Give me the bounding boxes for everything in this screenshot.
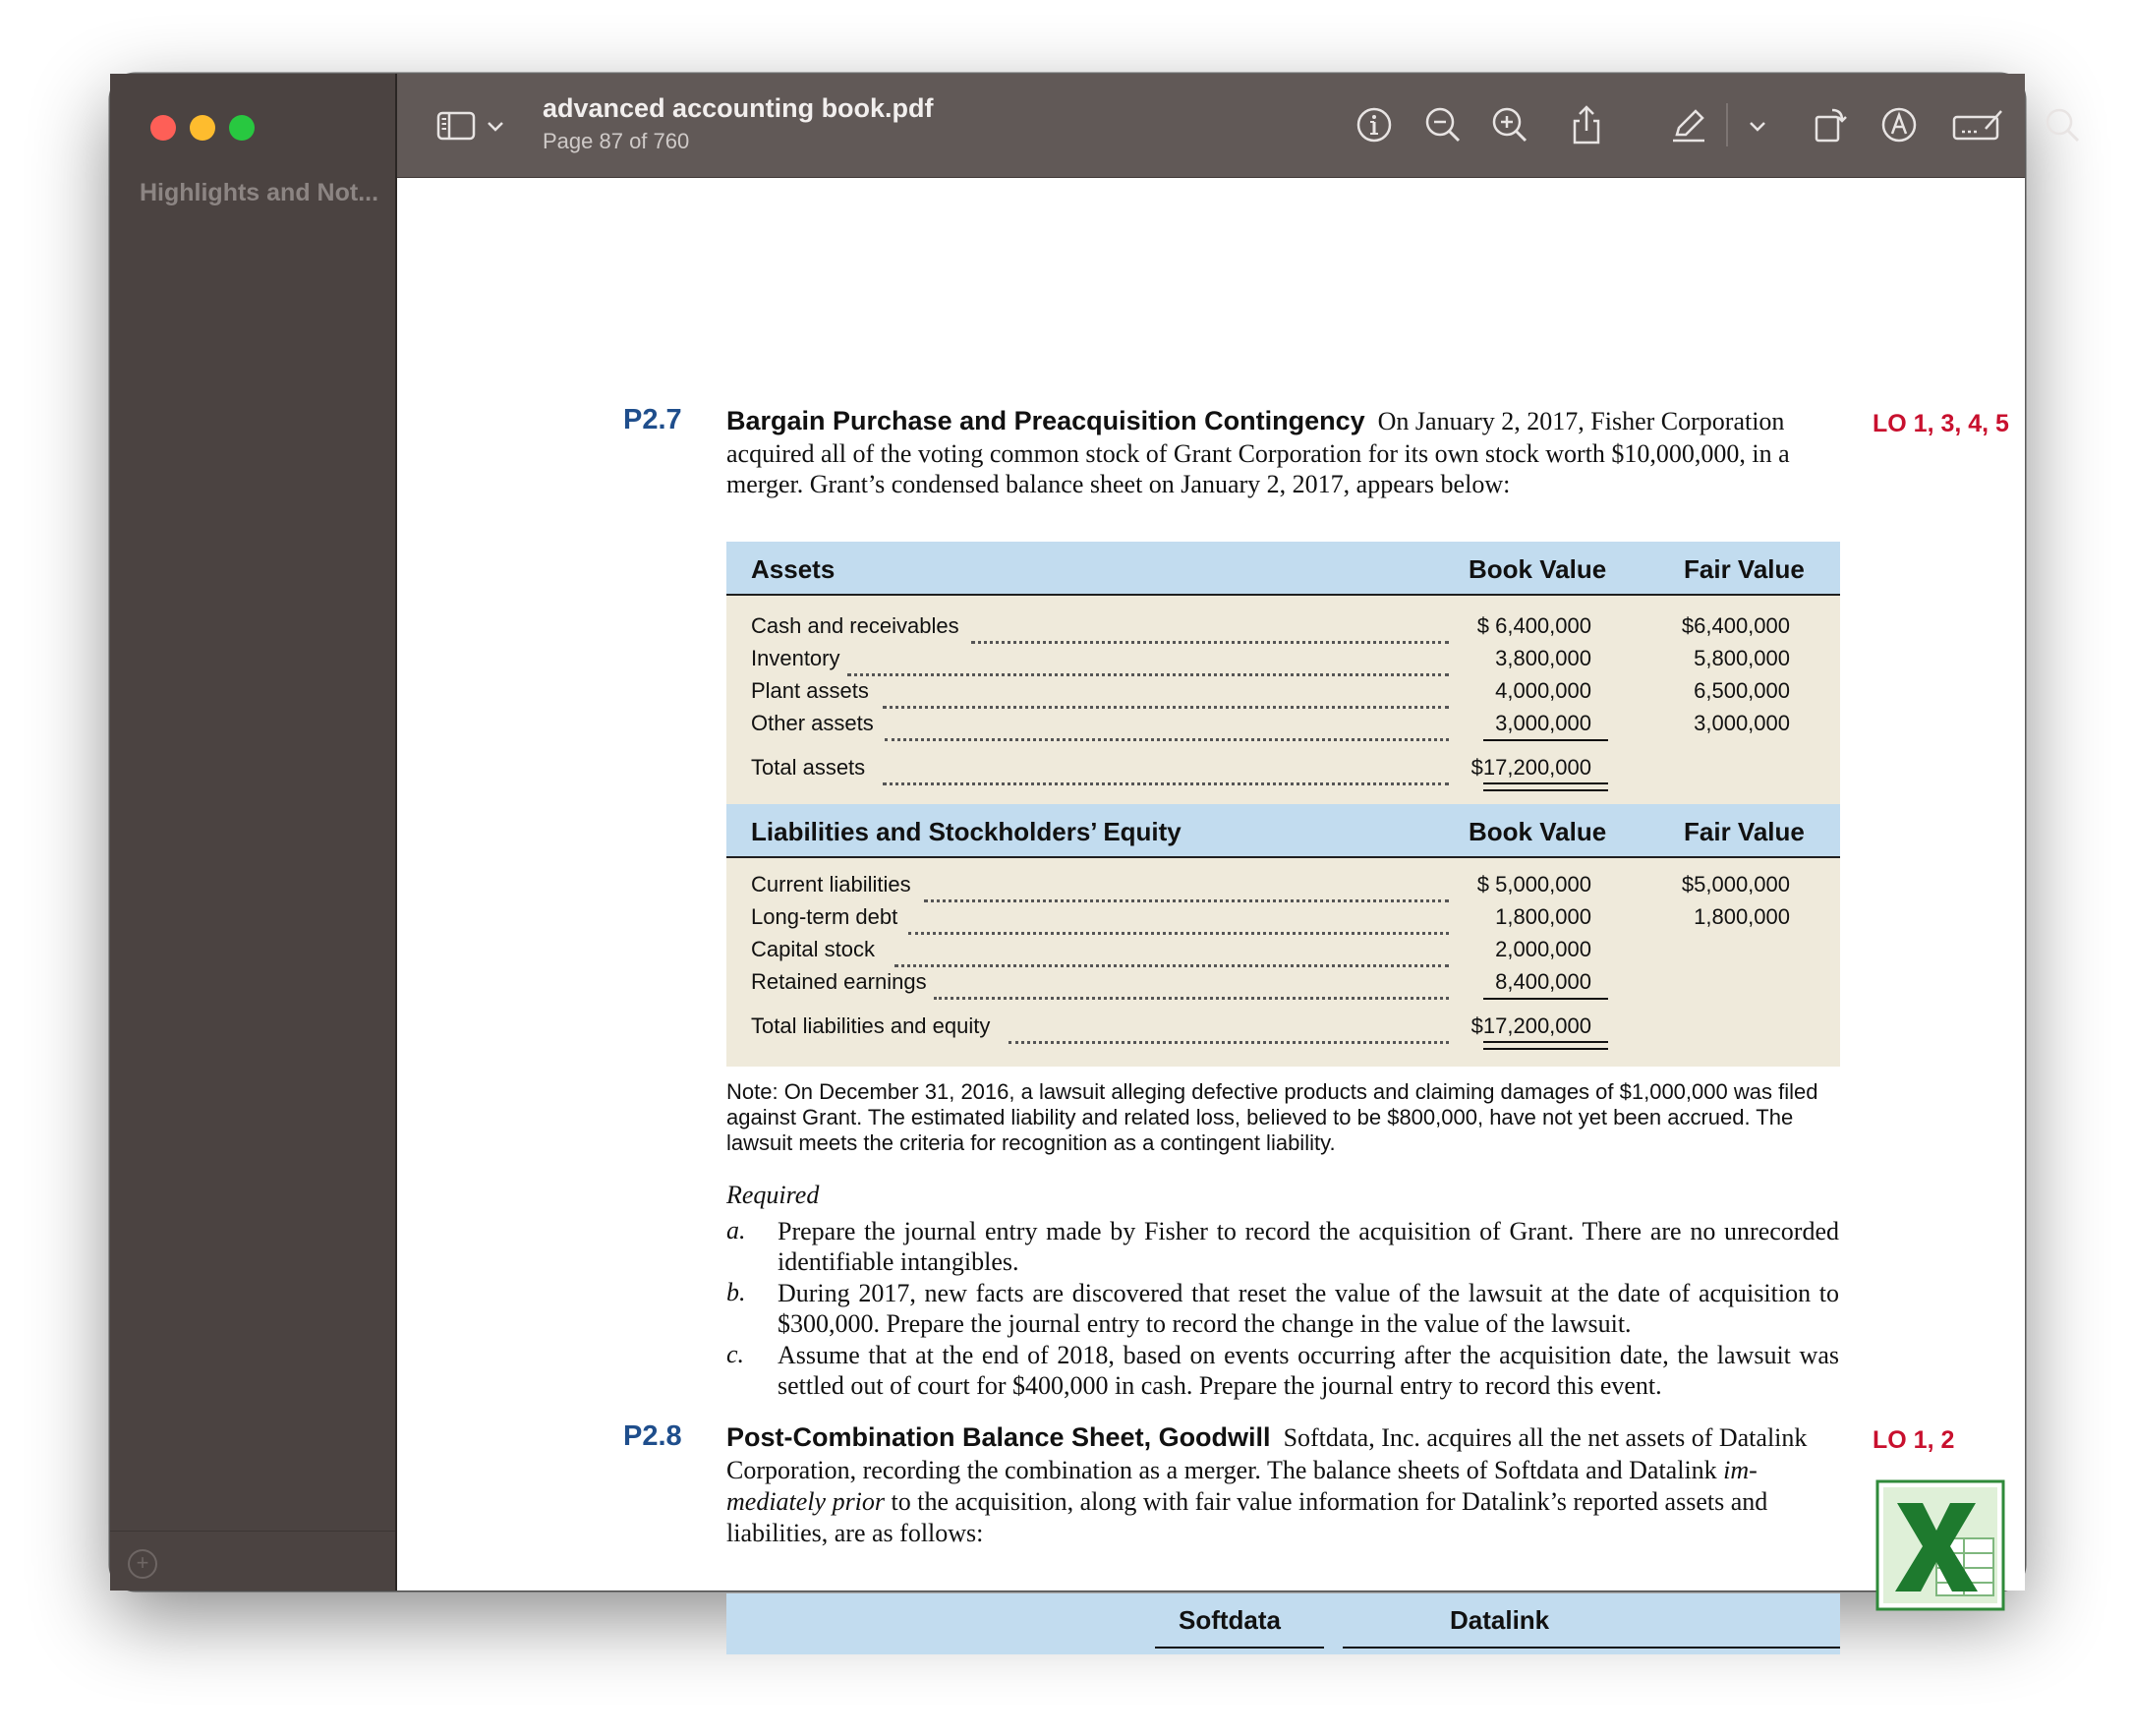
fair-value: 1,800,000 xyxy=(1694,904,1790,929)
sidebar-title: Highlights and Not... xyxy=(140,179,379,206)
intro-italic: im- xyxy=(1723,1456,1758,1484)
sidebar xyxy=(110,74,397,1591)
fair-value: 5,800,000 xyxy=(1694,646,1790,670)
learning-objectives: LO 1, 2 xyxy=(1873,1426,1955,1454)
column-header: Fair Value xyxy=(1684,554,1805,584)
leader-dots xyxy=(883,755,1449,785)
item-text: Assume that at the end of 2018, based on events occurring after the acquisition date, the lawsuit was settled out of court for $400,000 in cash. Prepare the journal entry to record this event. xyxy=(778,1341,1839,1400)
table-row xyxy=(751,711,1832,742)
leader-dots xyxy=(894,937,1449,967)
total-double-underline xyxy=(1483,1041,1608,1050)
intro-line: Softdata, Inc. acquires all the net assets of Datalink xyxy=(1283,1423,1808,1452)
plus-circle-icon[interactable]: + xyxy=(128,1549,157,1579)
markup-icon[interactable] xyxy=(1875,101,1923,148)
excel-spreadsheet-icon[interactable] xyxy=(1875,1479,2005,1611)
intro-line: merger. Grant’s condensed balance sheet on January 2, 2017, appears below: xyxy=(726,470,1511,498)
fair-value: 6,500,000 xyxy=(1694,678,1790,703)
book-value: 3,800,000 xyxy=(1495,646,1591,670)
item-letter: c. xyxy=(726,1340,745,1368)
liabilities-table-header xyxy=(726,804,1840,858)
search-icon[interactable] xyxy=(2039,101,2086,148)
sidebar-footer xyxy=(110,1531,395,1591)
highlight-pen-icon[interactable] xyxy=(1665,101,1712,148)
assets-table-body xyxy=(726,596,1840,804)
book-value: $ 6,400,000 xyxy=(1476,613,1591,638)
document-title: advanced accounting book.pdf xyxy=(543,93,934,123)
intro-line: liabilities, are as follows: xyxy=(726,1519,984,1547)
column-header: Assets xyxy=(751,554,836,584)
column-header: Softdata xyxy=(1179,1605,1281,1635)
intro-italic: mediately prior xyxy=(726,1487,886,1516)
problem-intro xyxy=(726,406,1840,436)
preview-window xyxy=(110,74,2025,1635)
combination-table-header xyxy=(726,1593,1840,1654)
zoom-out-icon[interactable] xyxy=(1419,101,1467,148)
contingency-note: Note: On December 31, 2016, a lawsuit alleging defective products and claiming damages of $1,000,000 was filed against Grant. The estimated liability and related loss, believed to be $800,000, have not yet been accrued. The lawsuit meets the criteria for recognition as a contingent liability. xyxy=(726,1079,1818,1155)
chevron-down-icon[interactable] xyxy=(484,101,507,148)
fair-value: $6,400,000 xyxy=(1681,613,1790,638)
intro-line xyxy=(726,1456,1758,1485)
zoom-button[interactable] xyxy=(229,115,255,141)
subtotal-underline xyxy=(1483,998,1608,1000)
row-label: Long-term debt xyxy=(751,904,898,929)
fair-value: $5,000,000 xyxy=(1681,872,1790,897)
row-label: Total assets xyxy=(751,755,866,780)
table-row xyxy=(751,904,1832,936)
book-value: 3,000,000 xyxy=(1495,711,1591,735)
problem-number: P2.8 xyxy=(623,1420,682,1452)
item-text: During 2017, new facts are discovered that reset the value of the lawsuit at the date of acquisition to $300,000. Prepare the journal entry to record the change in the value of the lawsuit. xyxy=(778,1279,1839,1338)
column-header: Datalink xyxy=(1450,1605,1550,1635)
row-label: Cash and receivables xyxy=(751,613,959,638)
book-value: 4,000,000 xyxy=(1495,678,1591,703)
share-icon[interactable] xyxy=(1563,101,1610,148)
liabilities-table-body xyxy=(726,858,1840,1067)
required-heading: Required xyxy=(726,1181,820,1209)
toolbar xyxy=(397,74,2025,178)
item-letter: b. xyxy=(726,1278,746,1306)
fair-value: 3,000,000 xyxy=(1694,711,1790,735)
total-row xyxy=(751,1013,1832,1045)
column-header: Book Value xyxy=(1469,817,1607,846)
page-indicator: Page 87 of 760 xyxy=(543,129,690,153)
column-underline xyxy=(1343,1647,1840,1649)
column-underline xyxy=(1155,1647,1324,1649)
column-header: Liabilities and Stockholders’ Equity xyxy=(751,817,1182,846)
table-row xyxy=(751,646,1832,677)
row-label: Inventory xyxy=(751,646,840,670)
total-double-underline xyxy=(1483,782,1608,791)
table-row xyxy=(751,872,1832,903)
intro-line: acquired all of the voting common stock of Grant Corporation for its own stock worth $10,000,000, in a xyxy=(726,439,1790,468)
leader-dots xyxy=(883,678,1449,709)
pdf-page[interactable] xyxy=(397,178,2025,1635)
book-value: 2,000,000 xyxy=(1495,937,1591,961)
rotate-icon[interactable] xyxy=(1807,101,1854,148)
book-value: $17,200,000 xyxy=(1470,755,1591,780)
row-label: Total liabilities and equity xyxy=(751,1013,991,1038)
table-row xyxy=(751,969,1832,1001)
sidebar-toggle-icon[interactable] xyxy=(432,101,480,148)
row-label: Retained earnings xyxy=(751,969,927,994)
leader-dots xyxy=(1009,1013,1449,1044)
toolbar-divider xyxy=(1726,103,1728,146)
problem-intro xyxy=(726,1422,1807,1453)
info-icon[interactable] xyxy=(1351,101,1398,148)
book-value: $ 5,000,000 xyxy=(1476,872,1591,897)
intro-line: On January 2, 2017, Fisher Corporation xyxy=(1377,407,1785,435)
problem-number: P2.7 xyxy=(623,404,682,435)
row-label: Capital stock xyxy=(751,937,875,961)
table-row xyxy=(751,678,1832,710)
item-letter: a. xyxy=(726,1216,746,1244)
close-button[interactable] xyxy=(150,115,176,141)
minimize-button[interactable] xyxy=(190,115,215,141)
problem-title: Post-Combination Balance Sheet, Goodwill xyxy=(726,1422,1271,1452)
leader-dots xyxy=(971,613,1449,644)
column-header: Book Value xyxy=(1469,554,1607,584)
intro-text: Corporation, recording the combination as a merger. The balance sheets of Softdata and Datalink xyxy=(726,1456,1724,1484)
leader-dots xyxy=(847,646,1449,676)
leader-dots xyxy=(885,711,1449,741)
total-row xyxy=(751,755,1832,786)
item-text: Prepare the journal entry made by Fisher to record the acquisition of Grant. There are no unrecorded identifiable intangibles. xyxy=(778,1217,1839,1276)
row-label: Plant assets xyxy=(751,678,869,703)
leader-dots xyxy=(908,904,1449,935)
subtotal-underline xyxy=(1483,739,1608,741)
intro-text: to the acquisition, along with fair value information for Datalink’s reported assets and xyxy=(885,1487,1768,1516)
column-header: Fair Value xyxy=(1684,817,1805,846)
intro-line xyxy=(726,1487,1767,1517)
book-value: 1,800,000 xyxy=(1495,904,1591,929)
book-value: 8,400,000 xyxy=(1495,969,1591,994)
assets-table-header xyxy=(726,542,1840,596)
leader-dots xyxy=(924,872,1449,902)
table-row xyxy=(751,937,1832,968)
book-value: $17,200,000 xyxy=(1470,1013,1591,1038)
zoom-in-icon[interactable] xyxy=(1486,101,1533,148)
chevron-down-icon[interactable] xyxy=(1746,101,1769,148)
row-label: Current liabilities xyxy=(751,872,911,897)
problem-title: Bargain Purchase and Preacquisition Contingency xyxy=(726,406,1365,435)
learning-objectives: LO 1, 3, 4, 5 xyxy=(1873,410,2009,437)
table-row xyxy=(751,613,1832,645)
row-label: Other assets xyxy=(751,711,874,735)
leader-dots xyxy=(934,969,1449,1000)
signature-form-icon[interactable] xyxy=(1950,101,2007,148)
